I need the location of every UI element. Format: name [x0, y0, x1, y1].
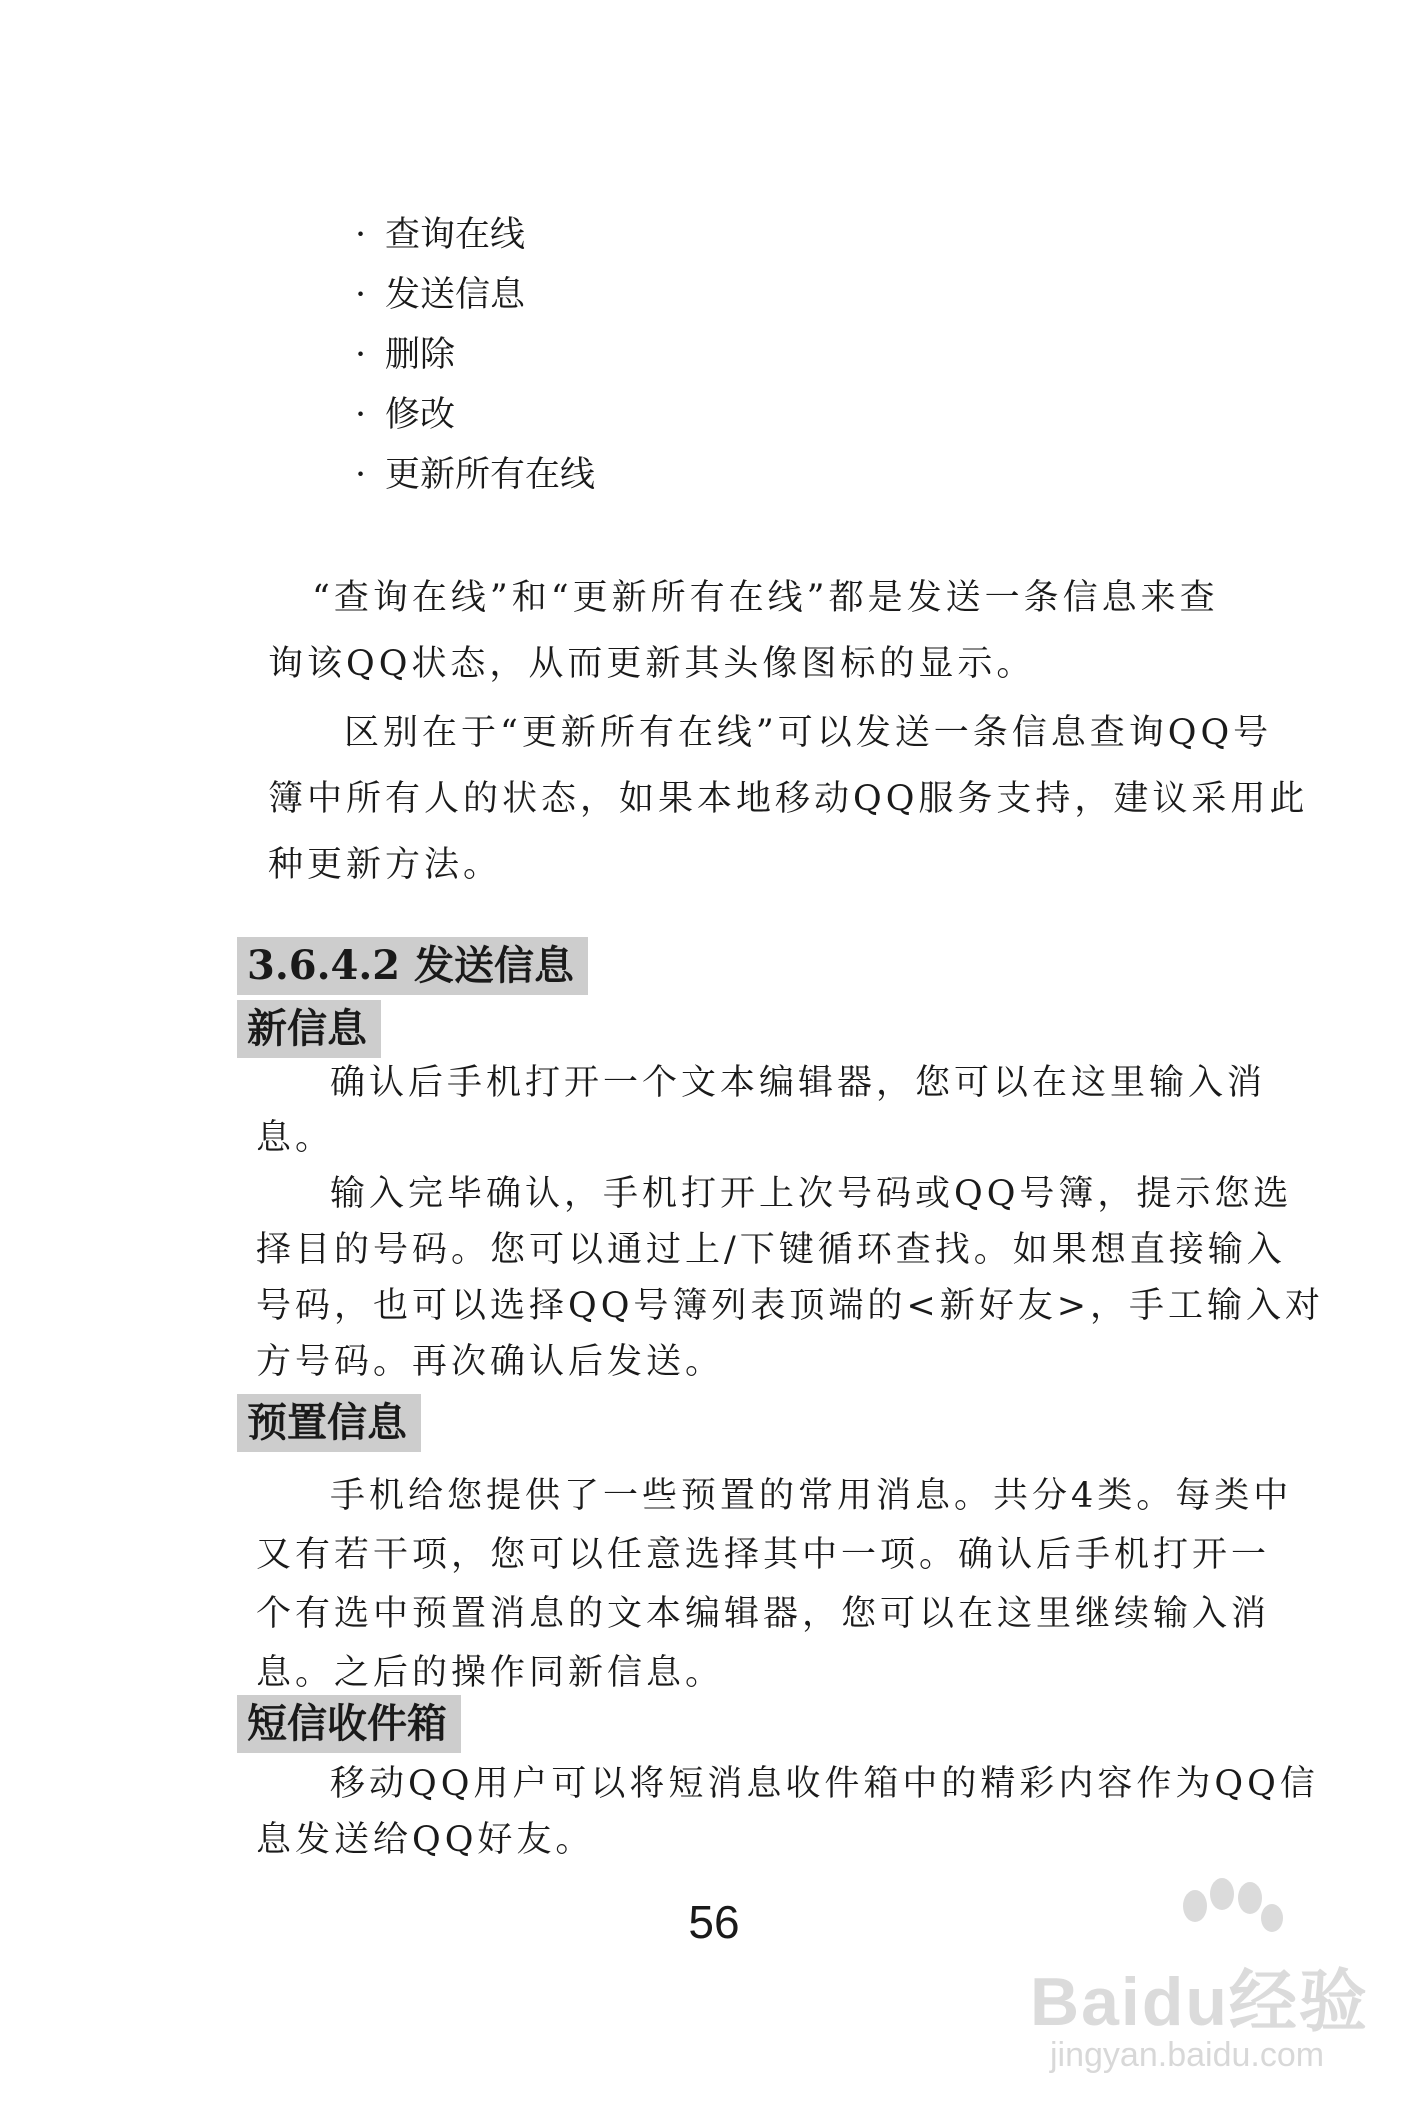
baidu-watermark	[1010, 1890, 1410, 2090]
bullet-item: · 修改	[355, 395, 456, 435]
page-number: 56	[688, 1896, 740, 1948]
bullet-item: · 更新所有在线	[355, 455, 596, 495]
paw-icon	[1160, 1876, 1300, 1956]
bullet-item: · 删除	[355, 335, 456, 375]
watermark-url: jingyan.baidu.com	[1050, 2036, 1325, 2074]
sms-inbox-paragraph: 移动QQ用户可以将短消息收件箱中的精彩内容作为QQ信 息发送给QQ好友。	[256, 1764, 1319, 1860]
new-message-paragraph-2: 输入完毕确认，手机打开上次号码或QQ号簿，提示您选 择目的号码。您可以通过上/下键循环查找。如果想直接输入 号码，也可以选择QQ号簿列表顶端的<新好友>，手工输入对 方号码。再次确认后发送。	[256, 1174, 1325, 1382]
bullet-item: · 查询在线	[355, 215, 526, 255]
section-heading: 3.6.4.2 发送信息	[237, 937, 588, 995]
intro-paragraph-2: 区别在于“更新所有在线”可以发送一条信息查询QQ号 簿中所有人的状态，如果本地移动QQ服务支持，建议采用此 种更新方法。	[268, 713, 1309, 885]
new-message-paragraph-1: 确认后手机打开一个文本编辑器，您可以在这里输入消 息。	[256, 1063, 1267, 1158]
bullet-item: · 发送信息	[355, 275, 526, 315]
new-message-heading: 新信息	[237, 1000, 381, 1058]
preset-message-heading: 预置信息	[237, 1394, 421, 1452]
bullet-list	[355, 205, 595, 505]
sms-inbox-heading: 短信收件箱	[237, 1695, 461, 1753]
preset-message-paragraph: 手机给您提供了一些预置的常用消息。共分4类。每类中 又有若干项，您可以任意选择其中一项。确认后手机打开一 个有选中预置消息的文本编辑器，您可以在这里继续输入消 息。之后的操作同新信息。	[256, 1476, 1293, 1693]
intro-paragraph-1: “查询在线”和“更新所有在线”都是发送一条信息来查 询该QQ状态，从而更新其头像图标的显示。	[268, 578, 1219, 684]
watermark-brand: Baidu经验	[1030, 1964, 1369, 2040]
